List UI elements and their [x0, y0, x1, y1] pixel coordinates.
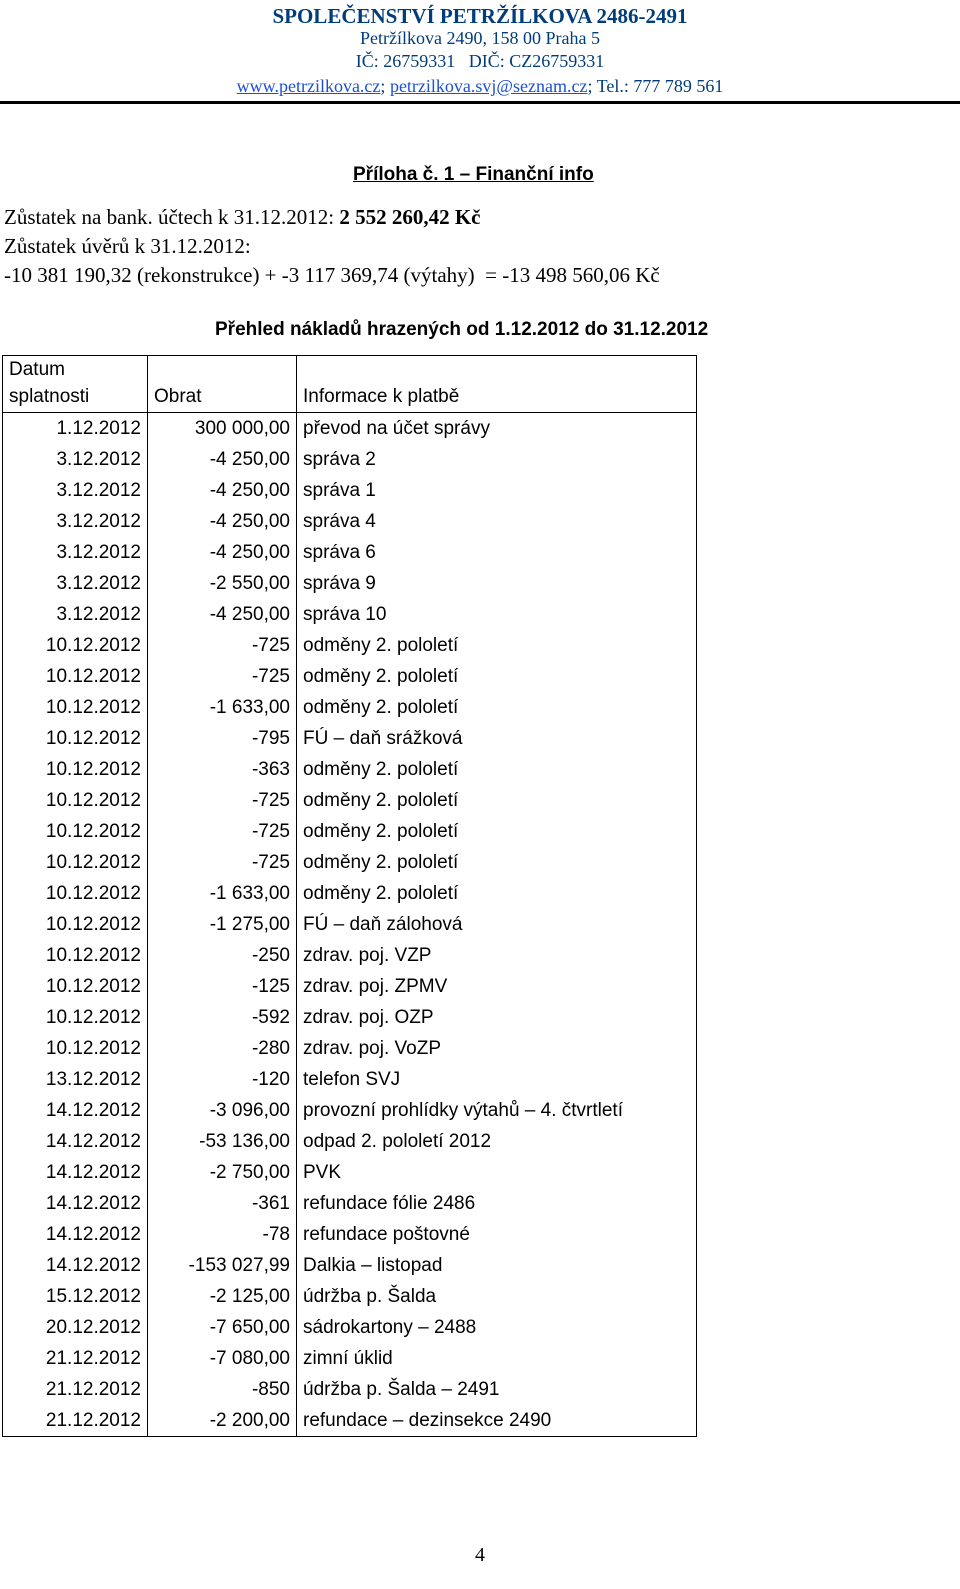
row-amount: -725	[148, 661, 297, 692]
row-amount: -2 750,00	[148, 1157, 297, 1188]
row-date: 10.12.2012	[3, 630, 148, 661]
row-info: správa 4	[297, 506, 697, 537]
row-info: údržba p. Šalda	[297, 1281, 697, 1312]
expense-table	[2, 355, 697, 1437]
association-name: SPOLEČENSTVÍ PETRŽÍLKOVA 2486-2491	[272, 4, 688, 28]
row-amount: -4 250,00	[148, 475, 297, 506]
row-date: 10.12.2012	[3, 847, 148, 878]
row-date: 3.12.2012	[3, 537, 148, 568]
page-number: 4	[475, 1544, 485, 1566]
table-row	[3, 1033, 697, 1064]
row-amount: -2 200,00	[148, 1405, 297, 1437]
row-amount: -4 250,00	[148, 506, 297, 537]
row-amount: -4 250,00	[148, 537, 297, 568]
table-row	[3, 1312, 697, 1343]
association-address: Petržílkova 2490, 158 00 Praha 5	[360, 28, 600, 48]
table-row	[3, 1157, 697, 1188]
row-amount: -1 633,00	[148, 692, 297, 723]
row-info: refundace fólie 2486	[297, 1188, 697, 1219]
table-row	[3, 1002, 697, 1033]
row-date: 10.12.2012	[3, 816, 148, 847]
website-link[interactable]: www.petrzilkova.cz	[236, 76, 381, 96]
table-row	[3, 878, 697, 909]
row-amount: -725	[148, 630, 297, 661]
header-date-line1: Datum	[9, 359, 65, 380]
row-amount: -53 136,00	[148, 1126, 297, 1157]
row-date: 10.12.2012	[3, 1002, 148, 1033]
row-date: 3.12.2012	[3, 568, 148, 599]
table-row	[3, 816, 697, 847]
phone-text: ; Tel.: 777 789 561	[587, 76, 724, 96]
row-date: 10.12.2012	[3, 661, 148, 692]
row-info: zimní úklid	[297, 1343, 697, 1374]
row-date: 21.12.2012	[3, 1374, 148, 1405]
row-amount: -850	[148, 1374, 297, 1405]
row-info: odměny 2. pololetí	[297, 785, 697, 816]
row-amount: -125	[148, 971, 297, 1002]
table-row	[3, 971, 697, 1002]
row-info: odměny 2. pololetí	[297, 661, 697, 692]
table-header-row	[3, 356, 697, 413]
row-date: 14.12.2012	[3, 1219, 148, 1250]
row-info: odměny 2. pololetí	[297, 754, 697, 785]
row-date: 3.12.2012	[3, 444, 148, 475]
row-info: refundace – dezinsekce 2490	[297, 1405, 697, 1437]
table-row	[3, 785, 697, 816]
row-date: 10.12.2012	[3, 692, 148, 723]
table-row	[3, 568, 697, 599]
header-date-line2: splatnosti	[9, 386, 90, 407]
row-info: odpad 2. pololetí 2012	[297, 1126, 697, 1157]
loans-balance-label: Zůstatek úvěrů k 31.12.2012:	[4, 234, 251, 258]
table-row	[3, 692, 697, 723]
row-amount: -7 650,00	[148, 1312, 297, 1343]
row-info: FÚ – daň zálohová	[297, 909, 697, 940]
table-row	[3, 1374, 697, 1405]
table-row	[3, 506, 697, 537]
contact-separator: ;	[380, 76, 390, 96]
table-body	[3, 413, 697, 1437]
row-info: provozní prohlídky výtahů – 4. čtvrtletí	[297, 1095, 697, 1126]
row-amount: -280	[148, 1033, 297, 1064]
row-amount: -153 027,99	[148, 1250, 297, 1281]
row-info: správa 10	[297, 599, 697, 630]
table-row	[3, 1281, 697, 1312]
table-row	[3, 1126, 697, 1157]
row-amount: -725	[148, 847, 297, 878]
ico-dic-text: IČ: 26759331 DIČ: CZ26759331	[355, 51, 605, 71]
row-amount: -250	[148, 940, 297, 971]
table-row	[3, 1064, 697, 1095]
bank-balance-line	[4, 205, 481, 230]
row-date: 14.12.2012	[3, 1157, 148, 1188]
row-date: 10.12.2012	[3, 909, 148, 940]
row-info: zdrav. poj. VZP	[297, 940, 697, 971]
row-date: 15.12.2012	[3, 1281, 148, 1312]
row-date: 21.12.2012	[3, 1343, 148, 1374]
row-info: správa 2	[297, 444, 697, 475]
association-ids	[0, 51, 960, 72]
row-info: telefon SVJ	[297, 1064, 697, 1095]
table-row	[3, 754, 697, 785]
table-row	[3, 475, 697, 506]
table-row	[3, 940, 697, 971]
row-date: 13.12.2012	[3, 1064, 148, 1095]
header-amount: Obrat	[148, 356, 297, 413]
row-amount: -78	[148, 1219, 297, 1250]
table-row	[3, 909, 697, 940]
row-date: 14.12.2012	[3, 1126, 148, 1157]
table-row	[3, 1095, 697, 1126]
row-date: 14.12.2012	[3, 1095, 148, 1126]
row-amount: -2 550,00	[148, 568, 297, 599]
row-date: 10.12.2012	[3, 754, 148, 785]
row-date: 10.12.2012	[3, 878, 148, 909]
row-date: 21.12.2012	[3, 1405, 148, 1437]
table-row	[3, 1188, 697, 1219]
row-amount: -7 080,00	[148, 1343, 297, 1374]
row-info: odměny 2. pololetí	[297, 878, 697, 909]
row-info: zdrav. poj. ZPMV	[297, 971, 697, 1002]
association-contact	[0, 76, 960, 97]
attachment-title: Příloha č. 1 – Finanční info	[353, 164, 594, 185]
row-amount: -363	[148, 754, 297, 785]
row-date: 3.12.2012	[3, 599, 148, 630]
row-date: 14.12.2012	[3, 1250, 148, 1281]
table-row	[3, 1343, 697, 1374]
table-row	[3, 661, 697, 692]
table-row	[3, 599, 697, 630]
table-row	[3, 1219, 697, 1250]
table-row	[3, 1405, 697, 1437]
row-date: 3.12.2012	[3, 475, 148, 506]
row-info: správa 6	[297, 537, 697, 568]
row-info: zdrav. poj. OZP	[297, 1002, 697, 1033]
row-date: 10.12.2012	[3, 1033, 148, 1064]
row-date: 10.12.2012	[3, 940, 148, 971]
table-row	[3, 723, 697, 754]
row-date: 14.12.2012	[3, 1188, 148, 1219]
table-row	[3, 1250, 697, 1281]
row-info: odměny 2. pololetí	[297, 816, 697, 847]
row-date: 1.12.2012	[3, 413, 148, 445]
row-amount: -1 633,00	[148, 878, 297, 909]
row-info: PVK	[297, 1157, 697, 1188]
row-date: 10.12.2012	[3, 785, 148, 816]
row-amount: -2 125,00	[148, 1281, 297, 1312]
row-date: 10.12.2012	[3, 971, 148, 1002]
row-info: správa 9	[297, 568, 697, 599]
table-row	[3, 847, 697, 878]
table-row	[3, 444, 697, 475]
row-amount: -4 250,00	[148, 444, 297, 475]
bank-balance-label: Zůstatek na bank. účtech k 31.12.2012:	[4, 205, 340, 229]
row-amount: 300 000,00	[148, 413, 297, 445]
row-info: odměny 2. pololetí	[297, 630, 697, 661]
table-row	[3, 413, 697, 445]
row-info: Dalkia – listopad	[297, 1250, 697, 1281]
row-info: odměny 2. pololetí	[297, 847, 697, 878]
row-amount: -3 096,00	[148, 1095, 297, 1126]
row-amount: -1 275,00	[148, 909, 297, 940]
row-info: sádrokartony – 2488	[297, 1312, 697, 1343]
header-info: Informace k platbě	[297, 356, 697, 413]
table-row	[3, 537, 697, 568]
row-info: převod na účet správy	[297, 413, 697, 445]
header-date	[3, 356, 148, 413]
header-rule	[0, 101, 960, 104]
row-amount: -120	[148, 1064, 297, 1095]
row-info: údržba p. Šalda – 2491	[297, 1374, 697, 1405]
row-amount: -795	[148, 723, 297, 754]
row-date: 10.12.2012	[3, 723, 148, 754]
row-info: odměny 2. pololetí	[297, 692, 697, 723]
bank-balance-value: 2 552 260,42 Kč	[339, 205, 481, 229]
row-info: FÚ – daň srážková	[297, 723, 697, 754]
row-amount: -725	[148, 816, 297, 847]
email-link[interactable]: petrzilkova.svj@seznam.cz	[389, 76, 588, 96]
row-date: 20.12.2012	[3, 1312, 148, 1343]
row-amount: -4 250,00	[148, 599, 297, 630]
row-info: refundace poštovné	[297, 1219, 697, 1250]
row-info: správa 1	[297, 475, 697, 506]
row-info: zdrav. poj. VoZP	[297, 1033, 697, 1064]
row-date: 3.12.2012	[3, 506, 148, 537]
row-amount: -725	[148, 785, 297, 816]
row-amount: -361	[148, 1188, 297, 1219]
overview-title: Přehled nákladů hrazených od 1.12.2012 do 31.12.2012	[215, 319, 709, 340]
row-amount: -592	[148, 1002, 297, 1033]
table-row	[3, 630, 697, 661]
loans-balance-detail: -10 381 190,32 (rekonstrukce) + -3 117 369,74 (výtahy) = -13 498 560,06 Kč	[4, 263, 660, 287]
